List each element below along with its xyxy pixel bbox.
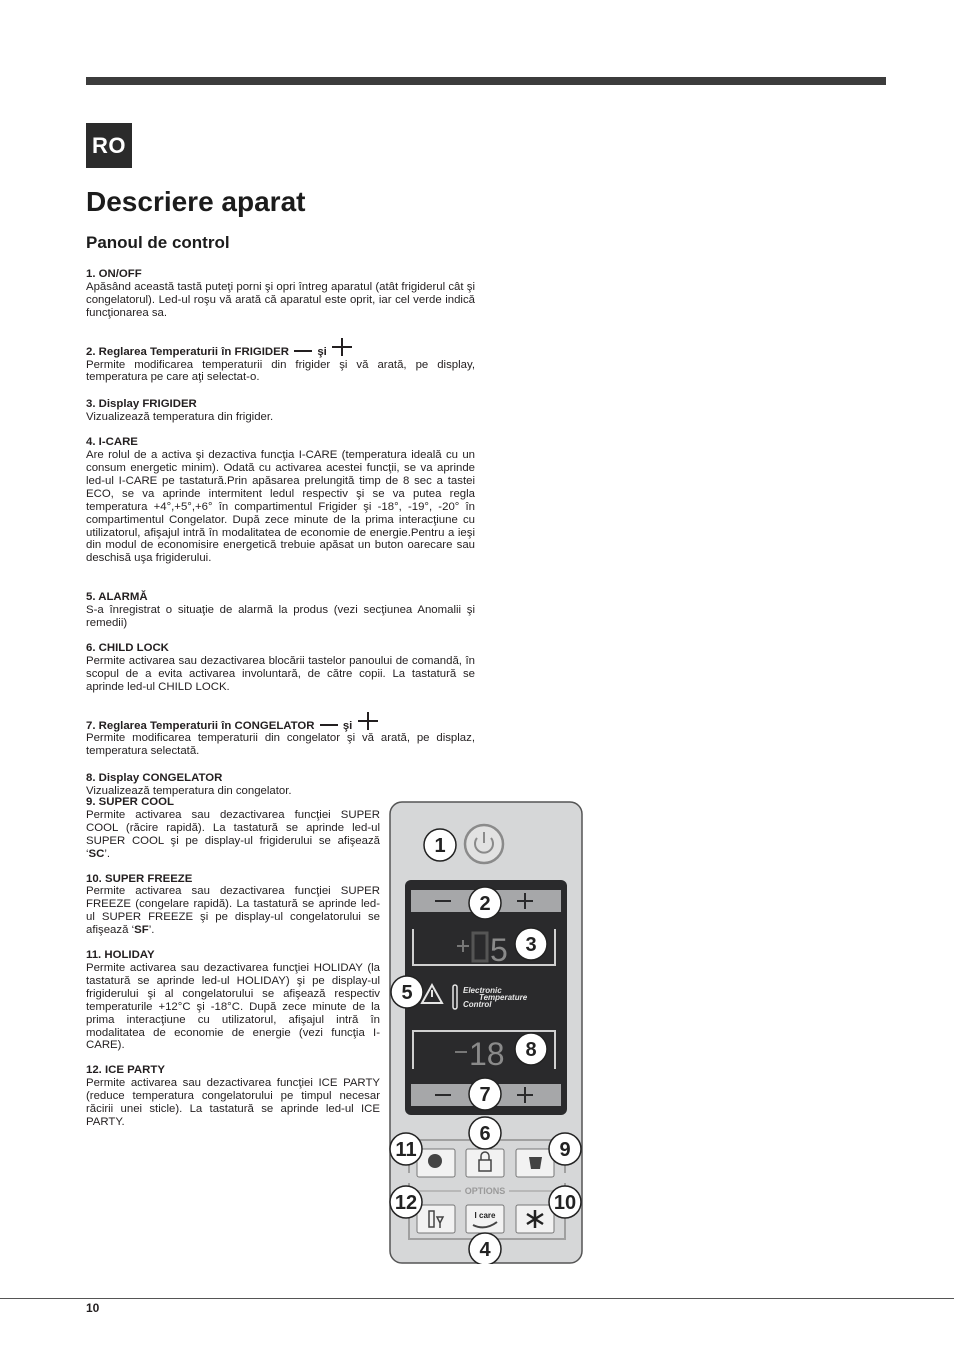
ice-party-button xyxy=(417,1205,455,1233)
svg-text:5: 5 xyxy=(401,982,413,1004)
item-body: Permite activarea sau dezactivarea blocării tastelor panoului de comandă, în scopul de a evita activarea involuntară, de către copii. La tastatură se aprinde led-ul CHILD LOCK. xyxy=(86,654,475,693)
item-title-text: 2. Reglarea Temperaturii în FRIGIDER xyxy=(86,345,289,358)
plus-icon xyxy=(332,338,352,356)
description-column-bottom xyxy=(86,796,380,1141)
section-title: Panoul de control xyxy=(86,233,230,252)
item-freezer-display xyxy=(86,772,475,798)
callout-12 xyxy=(390,1186,422,1218)
brand-line-2: Temperature xyxy=(479,993,528,1002)
item-alarm xyxy=(86,591,475,630)
item-body-end: ’. xyxy=(148,924,155,937)
language-badge: RO xyxy=(86,123,132,168)
item-body: S-a înregistrat o situaţie de alarmă la produs (vezi secţiunea Anomalii şi remedii) xyxy=(86,604,475,630)
minus-icon xyxy=(294,346,312,356)
options-label: OPTIONS xyxy=(464,1186,506,1196)
fridge-minus-icon xyxy=(435,900,451,902)
item-title: 3. Display FRIGIDER xyxy=(86,398,197,411)
svg-text:3: 3 xyxy=(525,934,537,956)
super-cool-icon xyxy=(529,1157,542,1169)
item-title: 4. I-CARE xyxy=(86,436,138,449)
item-super-freeze xyxy=(86,873,380,938)
item-body: Apăsând această tastă puteţi porni şi opri întreg aparatul (atât frigiderul cât şi congelatorul). Led-ul roşu vă arată că aparatul este oprit, iar cel verde indică funcţionarea sa. xyxy=(86,280,475,319)
item-title: 9. SUPER COOL xyxy=(86,796,174,808)
freezer-display-digits: 18 xyxy=(469,1036,505,1072)
minus-icon xyxy=(320,720,338,730)
callout-3 xyxy=(515,928,547,960)
callout-9 xyxy=(549,1133,581,1165)
power-button xyxy=(465,825,503,863)
callout-5 xyxy=(391,976,423,1008)
svg-text:7: 7 xyxy=(479,1084,491,1106)
svg-text:10: 10 xyxy=(553,1192,577,1214)
item-ice-party xyxy=(86,1064,380,1129)
item-title xyxy=(86,338,475,359)
callout-10 xyxy=(549,1186,581,1218)
item-icare xyxy=(86,436,475,565)
item-title-text: 7. Reglarea Temperaturii în CONGELATOR xyxy=(86,719,315,732)
description-column-top xyxy=(86,268,475,810)
item-body-end: ’. xyxy=(104,847,111,860)
callout-2 xyxy=(469,887,501,919)
icare-label: I care xyxy=(474,1211,496,1220)
fridge-plus-icon-bar xyxy=(524,893,526,909)
item-title: 1. ON/OFF xyxy=(86,268,142,280)
svg-text:11: 11 xyxy=(395,1139,417,1161)
item-super-cool xyxy=(86,796,380,861)
item-title-suffix: şi xyxy=(317,345,327,358)
item-title: 12. ICE PARTY xyxy=(86,1064,165,1077)
page-number: 10 xyxy=(86,1301,100,1315)
item-on-off xyxy=(86,268,475,320)
item-title: 8. Display CONGELATOR xyxy=(86,772,223,785)
item-body: Permite modificarea temperaturii din congelator şi vă arată, pe displaz, temperatura selectată. xyxy=(86,732,475,758)
item-fridge-display xyxy=(86,398,475,424)
item-child-lock xyxy=(86,642,475,694)
item-body-text: Permite activarea sau dezactivarea funcţiei SUPER COOL (răcire rapidă). La tastatură se aprinde led-ul SUPER COOL şi pe display-ul frigiderului se afişează ‘ xyxy=(86,808,380,860)
item-title: 6. CHILD LOCK xyxy=(86,641,169,654)
fridge-sign-icon-bar xyxy=(462,940,464,952)
control-panel-diagram xyxy=(389,801,583,1264)
callout-8 xyxy=(515,1033,547,1065)
callout-7 xyxy=(469,1078,501,1110)
svg-text:2: 2 xyxy=(479,893,491,915)
svg-text:6: 6 xyxy=(479,1123,491,1145)
alarm-icon-mark xyxy=(431,990,433,997)
svg-text:9: 9 xyxy=(559,1139,571,1161)
callout-6 xyxy=(469,1117,501,1149)
holiday-icon xyxy=(428,1154,442,1168)
callout-1 xyxy=(424,829,456,861)
item-title: 5. ALARMĂ xyxy=(86,591,148,604)
svg-text:8: 8 xyxy=(525,1039,537,1061)
item-title xyxy=(86,712,475,733)
freezer-sign-icon xyxy=(455,1051,467,1053)
freezer-plus-icon-bar xyxy=(524,1087,526,1103)
item-body: Vizualizează temperatura din congelator. xyxy=(86,785,292,798)
svg-text:1: 1 xyxy=(434,835,446,857)
item-body-text: Permite activarea sau dezactivarea funcţiei SUPER FREEZE (congelare rapidă). La tastatură se aprinde led-ul SUPER FREEZE şi pe display-ul congelatorului se afişează ‘ xyxy=(86,885,380,937)
item-body: Permite activarea sau dezactivarea funcţiei ICE PARTY (reduce temperatura congelatorului pe timpul necesar răcirii unei sticle). La tastatură se aprinde led-ul ICE PARTY. xyxy=(86,1077,380,1128)
callout-4 xyxy=(469,1233,501,1264)
item-title: 11. HOLIDAY xyxy=(86,949,155,962)
item-title-suffix: şi xyxy=(342,719,353,732)
plus-icon xyxy=(358,712,378,730)
item-title: 10. SUPER FREEZE xyxy=(86,872,193,885)
brand-line-3: Control xyxy=(463,1000,492,1009)
item-body: Vizualizează temperatura din frigider. xyxy=(86,411,274,424)
item-holiday xyxy=(86,949,380,1052)
top-rule xyxy=(86,77,886,85)
fridge-display-digit: 5 xyxy=(490,932,508,968)
item-body xyxy=(86,885,380,937)
svg-text:12: 12 xyxy=(394,1192,418,1214)
item-body: Permite modificarea temperaturii din frigider şi vă arată, pe display, temperatura pe care aţi selectat-o. xyxy=(86,358,475,384)
display-code: SC xyxy=(88,847,105,860)
power-icon-bar xyxy=(483,832,485,843)
callout-11 xyxy=(390,1133,422,1165)
item-body: Permite activarea sau dezactivarea funcţiei HOLIDAY (la tastatură se aprinde led-ul HOLIDAY) şi pe display-ul frigiderului şi al congelatorului se afişează respectiv temperaturile +12°C şi -18°C. După zece minute de la prima interacţiune cu utilizatorul, afişajul intră în modalitatea de economie de energie (vezi funcţia I-CARE). xyxy=(86,961,380,1052)
freezer-minus-icon xyxy=(435,1094,451,1096)
item-fridge-temp xyxy=(86,338,475,385)
display-code: SF xyxy=(134,924,149,937)
item-body: Are rolul de a activa şi dezactiva funcţia I-CARE (temperatura ideală cu un consum energetic minim). Odată cu activarea acestei funcţii, se va aprinde led-ul I-CARE pe tastatură.Prin apăsarea prelungită timp de 8 sec a tastei ECO, se va aprinde intermitent ledul respectiv şi se va putea regla temperatura +4°,+5°,+6° în compartimentul Frigider şi -18°, -19°, -20° în compartimentul Congelator. După zece minute de la prima interacţiune cu utilizatorul, afişajul intră în modalitatea de economie de energie.Pentru a ieşi din modul de economisire energetică trebuie apăsat un buton oarecare sau deschisă uşa frigiderului. xyxy=(86,449,475,565)
child-lock-button xyxy=(466,1149,504,1177)
svg-text:4: 4 xyxy=(479,1239,491,1261)
brand-line-1: Electronic xyxy=(463,986,502,995)
item-freezer-temp xyxy=(86,712,475,759)
footer-rule xyxy=(0,1298,954,1299)
page-title: Descriere aparat xyxy=(86,186,306,217)
item-body xyxy=(86,809,380,861)
